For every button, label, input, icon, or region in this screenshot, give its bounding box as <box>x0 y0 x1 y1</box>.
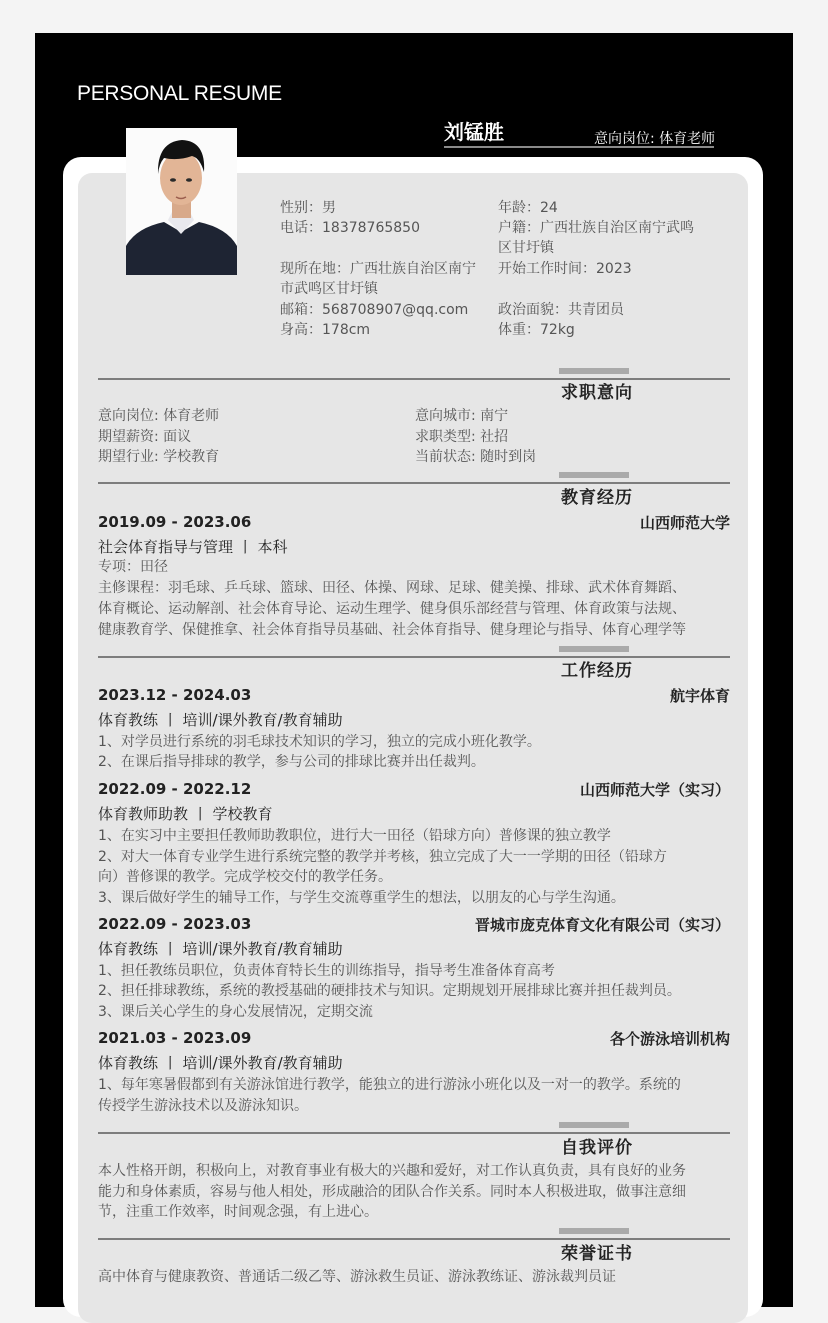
section-marker <box>559 646 629 652</box>
section-divider <box>98 482 730 484</box>
job-duty: 2、担任排球教练，系统的教授基础的硬排技术与知识。定期规划开展排球比赛并担任裁判员。 <box>98 983 681 999</box>
self-eval-line: 节，注重工作效率，时间观念强，有上进心。 <box>98 1204 378 1220</box>
job-role: 体育教师助教 丨 学校教育 <box>98 805 273 823</box>
work-start: 开始工作时间：2023 <box>498 261 632 277</box>
self-eval-line: 能力和身体素质，容易与他人相处，形成融洽的团队合作关系。同时本人积极进取，做事注意细 <box>98 1184 686 1200</box>
education-courses-line: 体育概论、运动解剖、社会体育导论、运动生理学、健身俱乐部经营与管理、体育政策与法规、 <box>98 601 686 617</box>
education-date: 2019.09 - 2023.06 <box>98 513 252 531</box>
job-date: 2022.09 - 2022.12 <box>98 780 252 798</box>
job-duty: 1、担任教练员职位，负责体育特长生的训练指导，指导考生准备体育高考 <box>98 963 555 979</box>
job-duty: 3、课后做好学生的辅导工作，与学生交流尊重学生的想法，以朋友的心与学生沟通。 <box>98 890 625 906</box>
age: 年龄：24 <box>498 200 558 216</box>
resume-title: PERSONAL RESUME <box>77 82 282 105</box>
intent-industry: 期望行业: 学校教育 <box>98 449 220 465</box>
section-divider <box>98 378 730 380</box>
job-org: 晋城市庞克体育文化有限公司（实习） <box>474 916 730 934</box>
job-duty: 2、对大一体育专业学生进行系统完整的教学并考核，独立完成了大一一学期的田径（铅球方 <box>98 849 667 865</box>
job-date: 2023.12 - 2024.03 <box>98 686 252 704</box>
section-title-education: 教育经历 <box>561 488 633 508</box>
intent-city: 意向城市: 南宁 <box>415 408 509 424</box>
job-duty: 1、对学员进行系统的羽毛球技术知识的学习，独立的完成小班化教学。 <box>98 734 541 750</box>
job-org: 各个游泳培训机构 <box>609 1030 730 1048</box>
section-divider <box>98 1132 730 1134</box>
hukou-line-2: 区甘圩镇 <box>498 240 554 256</box>
job-date: 2021.03 - 2023.09 <box>98 1029 252 1047</box>
section-title-intent: 求职意向 <box>561 383 633 403</box>
job-role: 体育教练 丨 培训/课外教育/教育辅助 <box>98 1054 343 1072</box>
job-org: 航宇体育 <box>669 687 730 705</box>
self-eval-line: 本人性格开朗，积极向上，对教育事业有极大的兴趣和爱好，对工作认真负责，具有良好的业务 <box>98 1163 686 1179</box>
intent-status: 当前状态: 随时到岗 <box>415 449 537 465</box>
section-divider <box>98 656 730 658</box>
section-title-work: 工作经历 <box>561 661 633 681</box>
job-duty: 2、在课后指导排球的教学，参与公司的排球比赛并出任裁判。 <box>98 754 485 770</box>
section-marker <box>559 1228 629 1234</box>
gender: 性别：男 <box>280 200 336 216</box>
weight: 体重：72kg <box>498 322 575 338</box>
location-line-1: 现所在地：广西壮族自治区南宁 <box>280 261 476 277</box>
job-org: 山西师范大学（实习） <box>579 781 730 799</box>
candidate-name: 刘锰胜 <box>444 120 504 144</box>
job-date: 2022.09 - 2023.03 <box>98 915 252 933</box>
section-marker <box>559 1122 629 1128</box>
education-major: 社会体育指导与管理 丨 本科 <box>98 538 288 556</box>
job-duty: 传授学生游泳技术以及游泳知识。 <box>98 1098 308 1114</box>
job-role: 体育教练 丨 培训/课外教育/教育辅助 <box>98 940 343 958</box>
hukou-line-1: 户籍：广西壮族自治区南宁武鸣 <box>498 220 694 236</box>
job-duty: 1、每年寒暑假都到有关游泳馆进行教学，能独立的进行游泳小班化以及一对一的教学。系统的 <box>98 1077 681 1093</box>
job-duty: 向）普修课的教学。完成学校交付的教学任务。 <box>98 869 392 885</box>
honors-text: 高中体育与健康教资、普通话二级乙等、游泳救生员证、游泳教练证、游泳裁判员证 <box>98 1269 616 1285</box>
politics: 政治面貌：共青团员 <box>498 302 624 318</box>
intended-position-header: 意向岗位: 体育老师 <box>594 131 716 147</box>
education-school: 山西师范大学 <box>639 514 730 532</box>
email: 邮箱：568708907@qq.com <box>280 302 469 318</box>
intent-type: 求职类型: 社招 <box>415 429 509 445</box>
intent-position: 意向岗位: 体育老师 <box>98 408 220 424</box>
job-duty: 1、在实习中主要担任教师助教职位，进行大一田径（铅球方向）普修课的独立教学 <box>98 828 611 844</box>
intent-salary: 期望薪资: 面议 <box>98 429 192 445</box>
section-title-self-eval: 自我评价 <box>561 1138 633 1158</box>
education-courses-line: 健康教育学、保健推拿、社会体育指导员基础、社会体育指导、健身理论与指导、体育心理学等 <box>98 622 686 638</box>
job-duty: 3、课后关心学生的身心发展情况，定期交流 <box>98 1004 373 1020</box>
section-marker <box>559 472 629 478</box>
height: 身高：178cm <box>280 322 371 338</box>
section-marker <box>559 368 629 374</box>
profile-photo <box>126 128 237 275</box>
phone: 电话：18378765850 <box>280 220 420 236</box>
education-courses-line: 主修课程：羽毛球、乒乓球、篮球、田径、体操、网球、足球、健美操、排球、武术体育舞蹈、 <box>98 580 686 596</box>
location-line-2: 市武鸣区甘圩镇 <box>280 281 378 297</box>
education-specialty: 专项：田径 <box>98 559 168 575</box>
section-divider <box>98 1238 730 1240</box>
job-role: 体育教练 丨 培训/课外教育/教育辅助 <box>98 711 343 729</box>
section-title-honors: 荣誉证书 <box>561 1244 633 1264</box>
